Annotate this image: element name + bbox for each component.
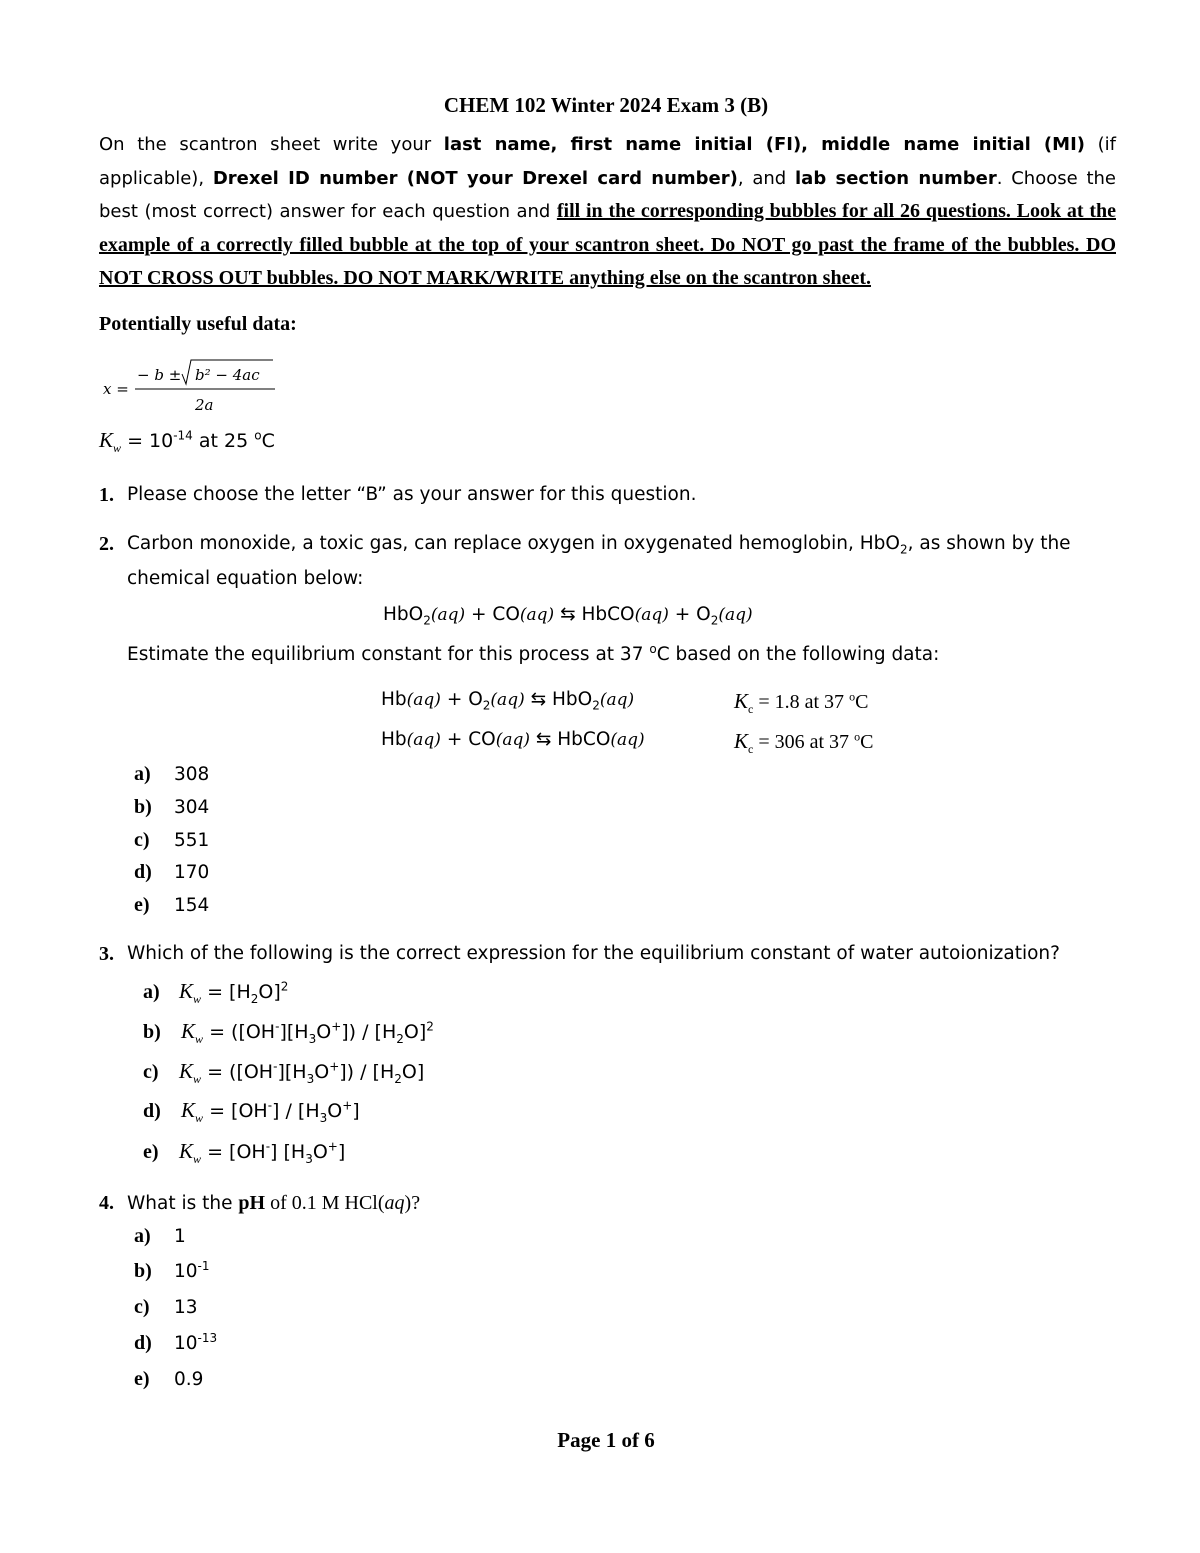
instructions-bold-1: last name, first name initial (FI), middle name initial (MI): [443, 134, 1085, 155]
option-text: 10: [174, 1333, 198, 1354]
eq-state-a: (aq): [430, 605, 466, 625]
kw-k: K: [179, 979, 194, 1003]
d2-degree: o: [854, 729, 861, 744]
q2-main-equation: [383, 604, 753, 628]
instructions-bold-2: Drexel ID number (NOT your Drexel card number): [212, 167, 738, 189]
option-text: 0.9: [174, 1369, 204, 1390]
d2-unit: C: [860, 731, 874, 753]
q2-line1-sub: 2: [899, 542, 908, 557]
option-text: 170: [174, 862, 210, 883]
d1-lhs-b: + O: [440, 689, 483, 710]
question-text: [127, 1192, 420, 1215]
option-letter: a): [134, 1225, 151, 1247]
eq-sub-d: 2: [710, 613, 719, 628]
eq-state-b: (aq): [519, 605, 555, 625]
q2-estimate-tail: C based on the following data:: [656, 644, 940, 665]
useful-data-heading: Potentially useful data:: [99, 313, 297, 335]
option-text: 304: [174, 797, 210, 818]
option-letter: b): [134, 1260, 152, 1282]
instructions-text-3: , and: [737, 167, 795, 189]
d1-degree: o: [849, 689, 856, 704]
kw-k: K: [179, 1059, 194, 1083]
d1-rhs: HbO: [551, 689, 593, 710]
d2-lhs-a: Hb: [381, 729, 407, 750]
kw-data: [99, 428, 275, 453]
d2-k-sub: c: [748, 742, 754, 756]
option-text: 154: [174, 895, 210, 916]
d1-k-value: = 1.8 at 37: [753, 691, 850, 713]
kw-k: K: [179, 1139, 194, 1163]
option-letter: b): [134, 796, 152, 818]
d2-lhs-b: + CO: [440, 729, 496, 750]
kw-degree: o: [254, 428, 262, 443]
question-number: 4.: [99, 1192, 114, 1214]
question-number: 2.: [99, 533, 114, 555]
d2-rhs: HbCO: [557, 729, 611, 750]
question-text-line1: [127, 533, 1071, 557]
q3-option-c[interactable]: [143, 1059, 425, 1087]
q4-text-c: of 0.1 M HCl(: [265, 1192, 385, 1214]
q2-data-k1: [734, 689, 868, 714]
q3-option-a[interactable]: [143, 979, 289, 1007]
eq-species-a: HbO: [383, 604, 424, 625]
option-letter: e): [134, 894, 150, 916]
q4-option-e[interactable]: [134, 1368, 203, 1391]
eq-state-d: (aq): [718, 605, 753, 625]
option-letter: d): [134, 861, 152, 883]
instructions-text-2: (if applicable),: [99, 134, 1116, 189]
q3-option-d[interactable]: [143, 1098, 360, 1126]
instructions-bold-3: lab section number: [795, 167, 997, 189]
d2-arrow: ⇆: [530, 729, 558, 750]
kw-sub: w: [195, 1032, 204, 1047]
d1-lhs-b-sub: 2: [482, 698, 491, 713]
kw-sub: w: [193, 1072, 202, 1087]
eq-species-c: HbCO: [581, 604, 635, 625]
option-text: 308: [174, 764, 210, 785]
instructions-text-4: . Choose the best (most correct) answer for each question and: [99, 167, 1116, 222]
eq-arrow: ⇆: [554, 604, 582, 625]
instructions-underlined: fill in the corresponding bubbles for all 26 questions. Look at the example of a correctly filled bubble at the top of your scantron sheet. Do NOT go past the frame of the bubbles. DO NOT CROSS OUT bubbles. DO NOT MARK/WRITE anything else on the scantron sheet.: [99, 200, 1116, 289]
option-letter: c): [134, 829, 150, 851]
option-expression: = $[OH^-] / [H_3O^+]$: [203, 1098, 360, 1125]
quadratic-formula: [103, 356, 283, 416]
option-letter: d): [143, 1100, 161, 1122]
d1-lhs-a-state: (aq): [406, 690, 441, 710]
option-text: 13: [174, 1297, 198, 1318]
q2-estimate-degree: o: [649, 641, 657, 656]
option-text: 10: [174, 1261, 198, 1282]
q4-option-c[interactable]: [134, 1296, 198, 1319]
quadratic-lhs: x =: [103, 380, 129, 398]
option-expression: = $([OH^-][H_3O^+]) / [H_2O]$: [201, 1059, 425, 1086]
option-exponent: -1: [197, 1258, 210, 1273]
kw-k: K: [181, 1019, 196, 1043]
question-number: 3.: [99, 943, 114, 965]
option-text: 1: [174, 1226, 186, 1247]
option-exponent: -13: [197, 1330, 218, 1345]
q4-text-e: )?: [404, 1192, 421, 1214]
q4-text-ph: pH: [238, 1192, 266, 1214]
option-letter: d): [134, 1332, 152, 1354]
option-letter: a): [134, 763, 151, 785]
option-text: 551: [174, 830, 210, 851]
question-text: Which of the following is the correct expression for the equilibrium constant of water autoionization?: [127, 943, 1060, 964]
q2-data-equation-1: [381, 689, 635, 713]
q2-line2-text: chemical equation below:: [127, 568, 364, 589]
kw-subscript: w: [113, 440, 122, 455]
option-expression: = [OH-] $[H_3O^+]$: [201, 1139, 346, 1166]
quadratic-minus-b: − b ±: [137, 366, 182, 384]
q4-text-aq: aq: [384, 1192, 405, 1214]
option-letter: a): [143, 981, 160, 1003]
d2-k: K: [734, 729, 749, 753]
question-text: Please choose the letter “B” as your answer for this question.: [127, 484, 697, 505]
d1-arrow: ⇆: [524, 689, 552, 710]
q2-line1-text: Carbon monoxide, a toxic gas, can replace oxygen in oxygenated hemoglobin, HbO: [127, 533, 900, 554]
option-letter: b): [143, 1021, 161, 1043]
kw-sub: w: [195, 1111, 204, 1126]
option-letter: c): [143, 1061, 159, 1083]
page-number: Page 1 of 6: [557, 1428, 655, 1452]
kw-unit: C: [261, 430, 275, 452]
q2-option-e[interactable]: [134, 894, 209, 917]
d1-rhs-state: (aq): [599, 690, 635, 710]
d1-lhs-a: Hb: [381, 689, 407, 710]
d2-k-value: = 306 at 37: [753, 731, 855, 753]
q2-data-k2: [734, 729, 873, 754]
exam-title: CHEM 102 Winter 2024 Exam 3 (B): [443, 93, 769, 117]
d1-unit: C: [855, 691, 869, 713]
q2-estimate-text: [127, 641, 940, 665]
kw-sub: w: [193, 1152, 202, 1167]
d1-lhs-b-state: (aq): [490, 690, 525, 710]
d2-lhs-a-state: (aq): [406, 730, 441, 750]
quadratic-denominator: 2a: [195, 396, 214, 414]
d2-lhs-b-state: (aq): [495, 730, 530, 750]
q2-option-a[interactable]: [134, 763, 209, 786]
option-letter: c): [134, 1296, 150, 1318]
eq-species-d: + O: [668, 604, 711, 625]
q3-option-e[interactable]: [143, 1139, 346, 1167]
question-number: 1.: [99, 484, 114, 506]
option-letter: e): [143, 1141, 159, 1163]
d1-k-sub: c: [748, 702, 754, 716]
kw-sub: w: [193, 992, 202, 1007]
q4-option-a[interactable]: [134, 1225, 186, 1248]
q4-option-d[interactable]: [134, 1332, 217, 1355]
q2-line1-tail: , as shown by the: [907, 533, 1071, 554]
d1-rhs-sub: 2: [592, 698, 600, 713]
q2-option-d[interactable]: [134, 861, 209, 884]
option-expression: = $[H_2O]^2$: [201, 979, 289, 1006]
eq-sub-a: 2: [423, 613, 431, 628]
q2-data-equation-2: [381, 729, 645, 750]
kw-k: K: [181, 1098, 196, 1122]
d1-k: K: [734, 689, 749, 713]
kw-temp: at 25: [192, 430, 255, 452]
q2-option-b[interactable]: [134, 796, 209, 819]
option-letter: e): [134, 1368, 150, 1390]
instructions-text-1: On the scantron sheet write your: [99, 134, 444, 155]
kw-symbol: K: [99, 428, 114, 452]
q2-option-c[interactable]: [134, 829, 209, 852]
quadratic-radicand: b² − 4ac: [195, 366, 260, 384]
option-expression: = $([OH^-][H_3O^+]) / [H_2O]^2$: [203, 1019, 434, 1046]
q2-estimate: Estimate the equilibrium constant for this process at 37: [127, 644, 650, 665]
kw-equals: = 10: [121, 430, 174, 452]
instructions-paragraph: [99, 128, 1116, 296]
q4-text-a: What is the: [127, 1193, 239, 1214]
q3-option-b[interactable]: [143, 1019, 434, 1047]
d2-rhs-state: (aq): [610, 730, 645, 750]
q4-option-b[interactable]: [134, 1260, 210, 1283]
eq-species-b: + CO: [465, 604, 520, 625]
eq-state-c: (aq): [634, 605, 669, 625]
kw-exponent: -14: [173, 428, 193, 443]
